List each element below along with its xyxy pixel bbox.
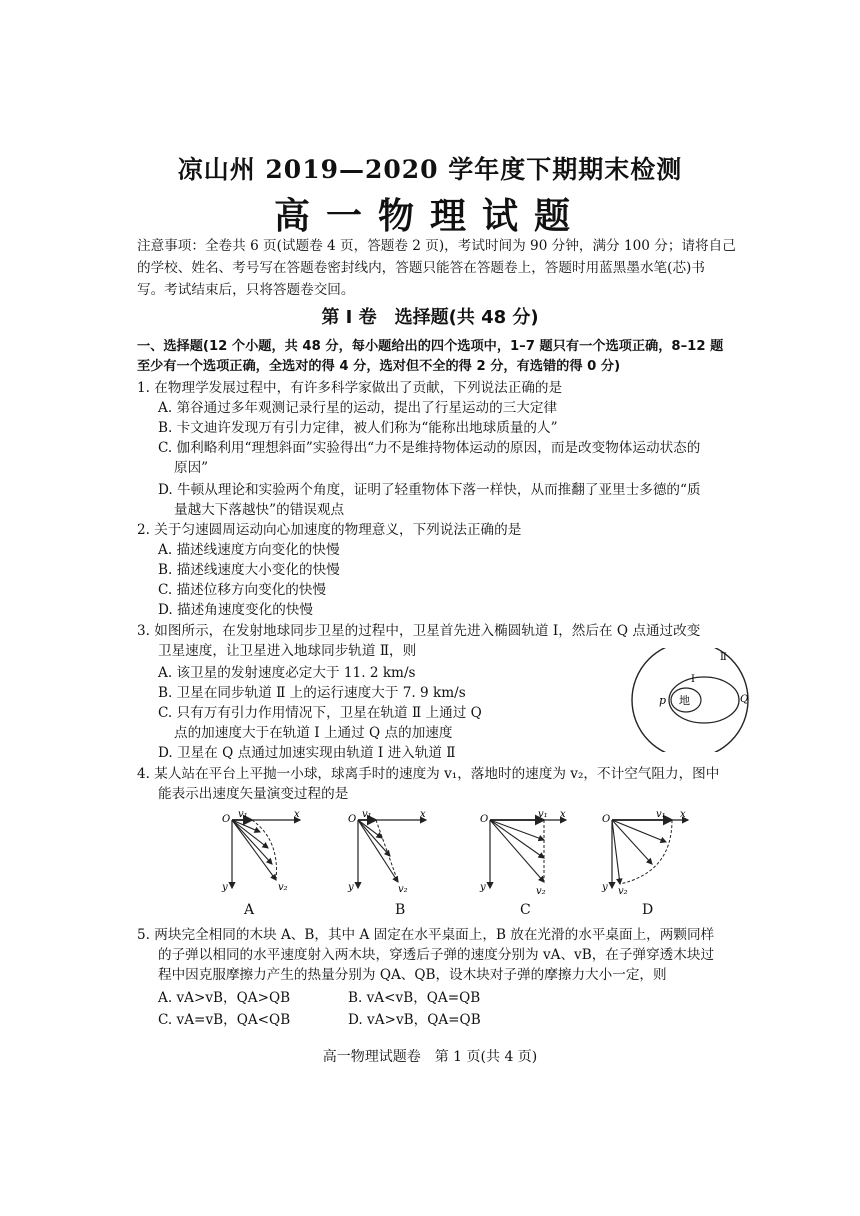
q5-stem-line1: 5. 两块完全相同的木块 A、B，其中 A 固定在水平桌面上，B 放在光滑的水平桌面上，两颗同样 [137,927,715,943]
svg-text:v₂: v₂ [618,886,628,897]
svg-text:O: O [222,814,231,825]
svg-text:x: x [560,809,566,820]
q1-option-a: A. 第谷通过多年观测记录行星的运动，提出了行星运动的三大定律 [158,400,558,416]
q3-stem-line2: 卫星速度，让卫星进入地球同步轨道 Ⅱ，则 [158,643,417,659]
q4-caption-c: C [520,902,531,918]
section-instruction-2: 至少有一个选项正确，全选对的得 4 分，选对但不全的得 2 分，有选错的得 0 分) [137,359,621,374]
q1-option-d-line1: D. 牛顿从理论和实验两个角度，证明了轻重物体下落一样快，从而推翻了亚里士多德的“质 [158,482,701,498]
orbit-ii [632,648,748,752]
velocity-diagrams [210,806,690,898]
notice-line-2: 的学校、姓名、考号写在答题卷密封线内，答题只能答在答题卷上，答题时用蓝黑墨水笔(芯)书 [137,260,705,276]
earth-label: 地 [679,694,690,707]
orbit-diagram [626,648,756,752]
q2-stem: 2. 关于匀速圆周运动向心加速度的物理意义，下列说法正确的是 [137,522,522,538]
point-q-label: Q [740,694,749,705]
exam-header-title: 凉山州 2019—2020 学年度下期期末检测 [177,155,683,184]
svg-text:v₂: v₂ [278,882,288,893]
q2-option-a: A. 描述线速度方向变化的快慢 [158,542,340,558]
notice-line-3: 写。考试结束后，只将答题卷交回。 [137,282,355,298]
q1-stem: 1. 在物理学发展过程中，有许多科学家做出了贡献，下列说法正确的是 [137,380,563,396]
q4-caption-a: A [244,902,255,918]
q5-option-c: C. vA=vB，QA<QB [158,1012,291,1028]
q3-option-c-line1: C. 只有万有引力作用情况下，卫星在轨道 Ⅱ 上通过 Q [158,705,482,721]
notice-line-1: 注意事项：全卷共 6 页(试题卷 4 页，答题卷 2 页)，考试时间为 90 分钟，满分 100 分；请将自己 [137,238,736,254]
diagram-b [347,809,426,895]
svg-text:y: y [348,882,354,893]
svg-text:O: O [348,814,357,825]
svg-text:x: x [294,809,300,820]
orbit-i-label: I [691,674,695,685]
diagram-d [601,809,688,897]
diagram-a [221,809,300,893]
q1-option-c-line2: 原因” [174,460,209,476]
q5-option-b: B. vA<vB，QA=QB [348,990,481,1006]
q1-option-d-line2: 量越大下落越快”的错误观点 [174,502,345,518]
section-instruction-1: 一、选择题(12 个小题，共 48 分，每小题给出的四个选项中，1–7 题只有一个选项正确，8–12 题 [137,339,724,354]
q3-option-c-line2: 点的加速度大于在轨道 I 上通过 Q 点的加速度 [174,725,453,741]
svg-text:v₁: v₁ [538,809,548,820]
svg-text:O: O [480,814,489,825]
svg-text:x: x [680,809,686,820]
svg-text:v₁: v₁ [656,809,666,820]
q1-option-b: B. 卡文迪许发现万有引力定律，被人们称为“能称出地球质量的人” [158,420,558,436]
section-title: 第 Ⅰ 卷 选择题(共 48 分) [321,307,539,328]
q4-stem-line1: 4. 某人站在平台上平抛一小球，球离手时的速度为 v₁，落地时的速度为 v₂，不计空气阻力，图中 [137,766,720,782]
q2-option-d: D. 描述角速度变化的快慢 [158,602,313,618]
q3-option-d: D. 卫星在 Q 点通过加速实现由轨道 I 进入轨道 Ⅱ [158,745,456,761]
q4-caption-b: B [395,902,406,918]
svg-text:y: y [602,882,608,893]
q2-option-b: B. 描述线速度大小变化的快慢 [158,562,340,578]
diagram-c [479,809,566,897]
svg-text:x: x [420,809,426,820]
svg-text:v₂: v₂ [536,886,546,897]
q5-option-d: D. vA>vB，QA=QB [348,1012,481,1028]
q3-stem-line1: 3. 如图所示，在发射地球同步卫星的过程中，卫星首先进入椭圆轨道 I，然后在 Q 点通过改变 [137,623,701,639]
q3-option-b: B. 卫星在同步轨道 Ⅱ 上的运行速度大于 7. 9 km/s [158,685,466,701]
svg-text:v₁: v₁ [238,809,248,820]
svg-text:O: O [602,814,611,825]
q3-option-a: A. 该卫星的发射速度必定大于 11. 2 km/s [158,665,416,681]
page-footer: 高一物理试题卷 第 1 页(共 4 页) [322,1049,538,1065]
svg-text:y: y [222,882,228,893]
q4-stem-line2: 能表示出速度矢量演变过程的是 [158,786,349,802]
q1-option-c-line1: C. 伽利略利用“理想斜面”实验得出“力不是维持物体运动的原因，而是改变物体运动状态的 [158,440,701,456]
svg-text:y: y [480,882,486,893]
paper-title: 高一物理试题 [273,196,586,237]
q2-option-c: C. 描述位移方向变化的快慢 [158,582,327,598]
q5-stem-line2: 的子弹以相同的水平速度射入两木块，穿透后子弹的速度分别为 vA、vB，在子弹穿透木块过 [158,947,715,963]
q4-caption-d: D [642,902,654,918]
svg-text:v₁: v₁ [362,809,372,820]
q5-stem-line3: 程中因克服摩擦力产生的热量分别为 QA、QB，设木块对子弹的摩擦力大小一定，则 [158,967,667,983]
svg-text:v₂: v₂ [398,884,408,895]
orbit-ii-label: Ⅱ [720,652,727,663]
q5-option-a: A. vA>vB，QA>QB [158,990,291,1006]
point-p-label: p [659,694,667,707]
